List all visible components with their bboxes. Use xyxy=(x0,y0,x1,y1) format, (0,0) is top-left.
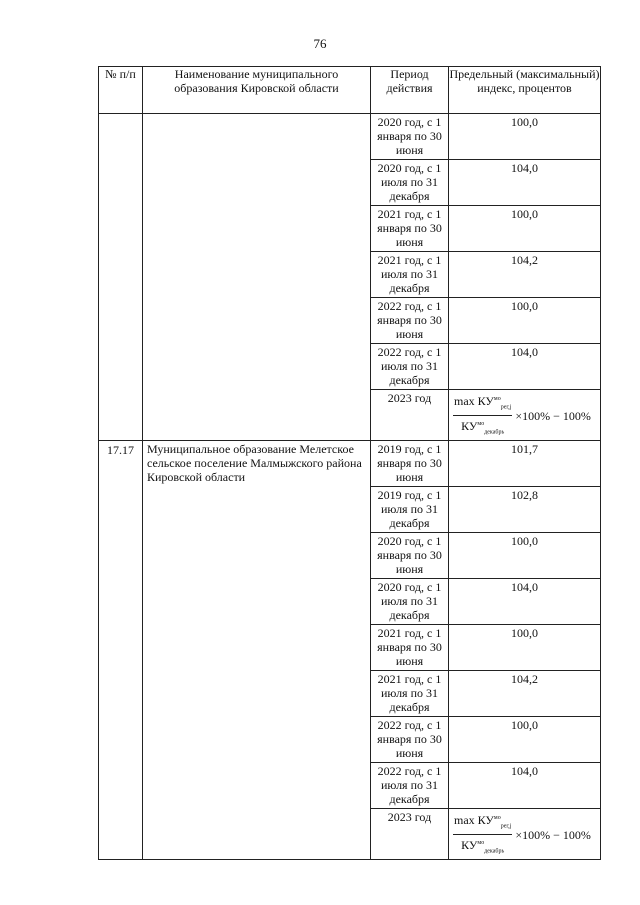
formula-rest: ×100% − 100% xyxy=(515,408,591,423)
formula-cell xyxy=(449,390,601,441)
index-cell: 104,0 xyxy=(449,762,601,808)
index-cell: 100,0 xyxy=(449,114,601,160)
period-cell: 2022 год, с 1 июля по 31 декабря xyxy=(371,762,449,808)
header-num: № п/п xyxy=(99,67,143,114)
period-cell: 2022 год, с 1 июля по 31 декабря xyxy=(371,344,449,390)
formula-numerator-text: max КУ xyxy=(454,394,494,408)
table-row xyxy=(99,114,601,160)
period-cell: 2020 год, с 1 июля по 31 декабря xyxy=(371,160,449,206)
index-cell: 102,8 xyxy=(449,486,601,532)
index-cell: 104,2 xyxy=(449,670,601,716)
header-name: Наименование муниципального образования Кировской области xyxy=(143,67,371,114)
header-period: Период действия xyxy=(371,67,449,114)
formula-denominator xyxy=(453,416,512,439)
formula-numerator xyxy=(453,392,512,416)
page-number: 76 xyxy=(313,36,327,51)
period-cell: 2023 год xyxy=(371,390,449,441)
formula-denominator-sub: декабрь xyxy=(484,429,505,436)
index-cell: 100,0 xyxy=(449,716,601,762)
formula-numerator-sub: рег,j xyxy=(500,823,512,830)
formula-denominator-sup: мо xyxy=(477,840,485,847)
index-cell: 100,0 xyxy=(449,298,601,344)
entry-name: Муниципальное образование Мелетское сельское поселение Малмыжского района Кировской области xyxy=(143,440,371,859)
period-cell: 2020 год, с 1 января по 30 июня xyxy=(371,114,449,160)
formula-numerator-text: max КУ xyxy=(454,812,494,827)
formula-rest: ×100% − 100% xyxy=(515,827,591,842)
period-cell: 2022 год, с 1 января по 30 июня xyxy=(371,298,449,344)
formula-denominator xyxy=(453,835,512,858)
formula-denominator-sup: мо xyxy=(477,421,485,428)
index-cell: 100,0 xyxy=(449,624,601,670)
continued-num-cell xyxy=(99,114,143,441)
formula-cell xyxy=(449,808,601,859)
formula-numerator-sub: рег,j xyxy=(500,404,512,411)
formula-denominator-text: КУ xyxy=(461,419,478,434)
period-cell: 2019 год, с 1 января по 30 июня xyxy=(371,440,449,486)
index-cell: 104,0 xyxy=(449,344,601,390)
tariff-index-table xyxy=(98,66,601,860)
entry-number: 17.17 xyxy=(99,440,143,859)
formula-fraction xyxy=(453,392,512,440)
period-cell: 2021 год, с 1 января по 30 июня xyxy=(371,206,449,252)
index-cell: 104,0 xyxy=(449,160,601,206)
formula-numerator-sup: мо xyxy=(493,814,501,821)
period-cell: 2019 год, с 1 июля по 31 декабря xyxy=(371,486,449,532)
table-body xyxy=(99,114,601,860)
table-header-row xyxy=(99,67,601,114)
formula-numerator-sup: мо xyxy=(493,396,501,402)
index-cell: 100,0 xyxy=(449,206,601,252)
formula-numerator xyxy=(453,811,512,835)
period-cell: 2021 год, с 1 января по 30 июня xyxy=(371,624,449,670)
continued-name-cell xyxy=(143,114,371,441)
period-cell: 2020 год, с 1 июля по 31 декабря xyxy=(371,578,449,624)
header-index: Предельный (максимальный) индекс, процентов xyxy=(449,67,601,114)
index-cell: 104,0 xyxy=(449,578,601,624)
period-cell: 2020 год, с 1 января по 30 июня xyxy=(371,532,449,578)
period-cell: 2023 год xyxy=(371,808,449,859)
formula-fraction xyxy=(453,811,512,859)
period-cell: 2022 год, с 1 января по 30 июня xyxy=(371,716,449,762)
formula-denominator-text: КУ xyxy=(461,838,478,853)
table-row xyxy=(99,440,601,486)
formula-denominator-sub: декабрь xyxy=(484,848,505,855)
index-cell: 100,0 xyxy=(449,532,601,578)
period-cell: 2021 год, с 1 июля по 31 декабря xyxy=(371,670,449,716)
index-cell: 101,7 xyxy=(449,440,601,486)
index-cell: 104,2 xyxy=(449,252,601,298)
period-cell: 2021 год, с 1 июля по 31 декабря xyxy=(371,252,449,298)
